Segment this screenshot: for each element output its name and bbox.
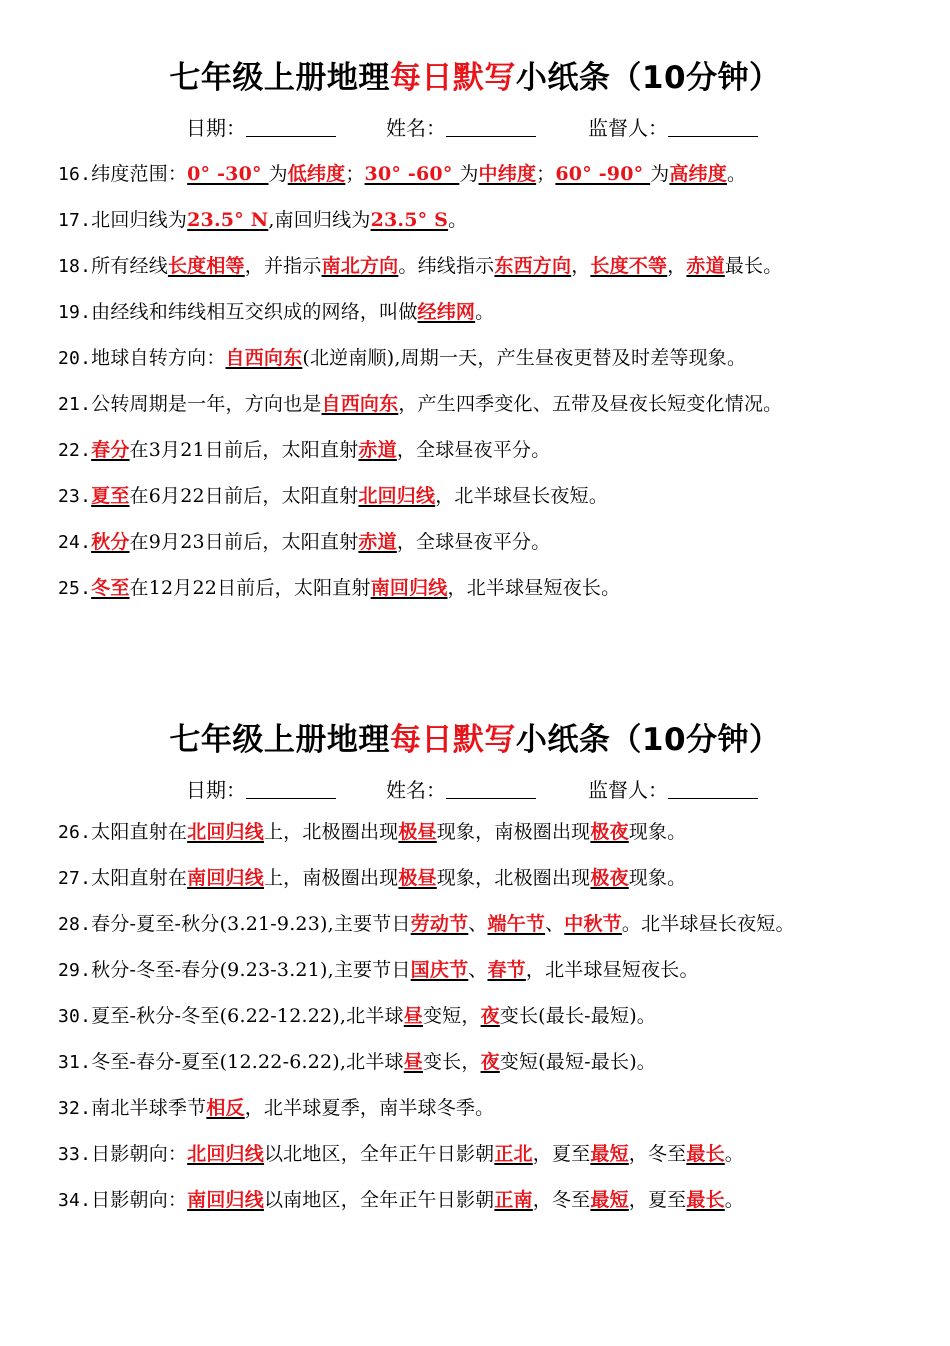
- item-text: ,南回归线为: [268, 209, 371, 231]
- answer-text: 春分: [91, 439, 130, 461]
- answer-text: 极昼: [398, 821, 437, 843]
- item-text: ，夏至: [532, 1143, 591, 1165]
- answer-text: 秋分: [91, 531, 130, 553]
- item-text: 。: [726, 163, 747, 185]
- name-blank[interactable]: [446, 116, 536, 137]
- list-item: [58, 160, 938, 206]
- item-text: 夏至-秋分-冬至(6.22-12.22),北半球: [91, 1005, 404, 1027]
- item-text: 所有经线: [91, 255, 168, 277]
- item-text: ，: [667, 255, 687, 277]
- name-label: 姓名：: [386, 116, 446, 140]
- list-item: [58, 528, 938, 574]
- item-text: ，产生四季变化、五带及昼夜长短变化情况。: [398, 393, 783, 415]
- answer-text: 30° -60°: [364, 163, 460, 185]
- item-text: 在9月23日前后，太阳直射: [129, 531, 359, 553]
- item-text: ，并指示: [244, 255, 322, 277]
- answer-text: 北回归线: [187, 1143, 264, 1165]
- answer-text: 极夜: [590, 821, 629, 843]
- answer-text: 高纬度: [669, 163, 727, 185]
- item-text: 以北地区，全年正午日影朝: [263, 1143, 495, 1165]
- item-text: ，全球昼夜平分。: [396, 531, 551, 553]
- item-number: 20.: [58, 348, 92, 369]
- supervisor-label: 监督人：: [588, 116, 668, 140]
- name-field[interactable]: [386, 774, 536, 803]
- item-text: 、: [468, 913, 488, 935]
- answer-text: 经纬网: [417, 301, 476, 323]
- item-text: 为: [650, 163, 670, 185]
- item-text: 。: [724, 1189, 744, 1211]
- answer-text: 赤道: [358, 439, 397, 461]
- date-field[interactable]: [186, 112, 336, 141]
- answer-text: 赤道: [358, 531, 397, 553]
- list-item: [58, 436, 938, 482]
- list-item: [58, 864, 938, 910]
- item-text: 冬至-春分-夏至(12.22-6.22),北半球: [91, 1051, 404, 1073]
- date-label: 日期：: [186, 116, 246, 140]
- item-text: (北逆南顺),周期一天，产生昼夜更替及时差等现象。: [302, 347, 747, 369]
- title-part-suffix: 小纸条（10分钟）: [515, 60, 781, 96]
- title-part-highlight: 每日默写: [389, 722, 516, 758]
- item-text: ，夏至: [628, 1189, 687, 1211]
- item-text: 现象，南极圈出现: [436, 821, 591, 843]
- answer-text: 0° -30°: [187, 163, 269, 185]
- item-text: ，冬至: [532, 1189, 591, 1211]
- list-item: [58, 482, 938, 528]
- item-text: ，: [571, 255, 591, 277]
- supervisor-field[interactable]: [588, 112, 758, 141]
- item-text: 公转周期是一年，方向也是: [91, 393, 322, 415]
- item-number: 17.: [58, 210, 92, 231]
- item-text: 南北半球季节: [91, 1097, 207, 1119]
- item-text: 变长(最长-最短)。: [499, 1005, 657, 1027]
- item-number: 26.: [58, 822, 92, 843]
- answer-text: 南回归线: [187, 867, 264, 889]
- item-number: 28.: [58, 914, 92, 935]
- item-number: 21.: [58, 394, 92, 415]
- item-text: ，北半球昼长夜短。: [435, 485, 609, 507]
- item-number: 22.: [58, 440, 92, 461]
- answer-text: 最短: [590, 1143, 629, 1165]
- title-part-highlight: 每日默写: [389, 60, 516, 96]
- answer-text: 长度相等: [167, 255, 245, 277]
- answer-text: 极夜: [590, 867, 629, 889]
- sheet-title: [0, 718, 950, 762]
- item-number: 29.: [58, 960, 92, 981]
- answer-text: 自西向东: [321, 393, 399, 415]
- answer-text: 北回归线: [187, 821, 264, 843]
- supervisor-field[interactable]: [588, 774, 758, 803]
- item-number: 24.: [58, 532, 92, 553]
- answer-text: 端午节: [487, 913, 546, 935]
- item-text: 由经线和纬线相互交织成的网络，叫做: [91, 301, 418, 323]
- item-number: 33.: [58, 1144, 92, 1165]
- supervisor-blank[interactable]: [668, 778, 758, 799]
- item-number: 32.: [58, 1098, 92, 1119]
- answer-text: 昼: [403, 1005, 423, 1027]
- list-item: [58, 1048, 938, 1094]
- answer-text: 春节: [487, 959, 526, 981]
- item-text: 现象，北极圈出现: [436, 867, 591, 889]
- answer-text: 劳动节: [410, 913, 469, 935]
- item-text: 日影朝向：: [91, 1143, 188, 1165]
- answer-text: 正南: [494, 1189, 533, 1211]
- item-text: 上，北极圈出现: [263, 821, 399, 843]
- item-text: 。北半球昼长夜短。: [621, 913, 795, 935]
- list-item: [58, 1002, 938, 1048]
- item-text: 为: [268, 163, 288, 185]
- item-number: 31.: [58, 1052, 92, 1073]
- answer-text: 最长: [686, 1143, 725, 1165]
- answer-text: 南北方向: [321, 255, 399, 277]
- answer-text: 冬至: [91, 577, 130, 599]
- answer-text: 赤道: [686, 255, 725, 277]
- title-part-subject: 七年级上册地理: [169, 722, 390, 758]
- item-text: ，北半球昼短夜长。: [525, 959, 699, 981]
- item-text: ，全球昼夜平分。: [396, 439, 551, 461]
- item-text: 、: [545, 913, 565, 935]
- answer-text: 极昼: [398, 867, 437, 889]
- answer-text: 夜: [480, 1005, 500, 1027]
- item-number: 27.: [58, 868, 92, 889]
- item-text: 为: [459, 163, 479, 185]
- answer-text: 自西向东: [225, 347, 303, 369]
- answer-text: 60° -90°: [555, 163, 651, 185]
- answer-text: 东西方向: [494, 255, 572, 277]
- answer-text: 南回归线: [187, 1189, 264, 1211]
- item-text: 太阳直射在: [91, 821, 188, 843]
- item-list: [58, 160, 938, 620]
- item-text: 纬度范围：: [91, 163, 188, 185]
- item-number: 25.: [58, 578, 92, 599]
- date-blank[interactable]: [246, 116, 336, 137]
- answer-text: 中秋节: [564, 913, 622, 935]
- name-label: 姓名：: [386, 778, 446, 802]
- list-item: [58, 344, 938, 390]
- list-item: [58, 206, 938, 252]
- answer-text: 23.5° S: [370, 209, 449, 231]
- item-text: 以南地区，全年正午日影朝: [263, 1189, 495, 1211]
- item-text: 春分-夏至-秋分(3.21-9.23),主要节日: [91, 913, 411, 935]
- answer-text: 夏至: [91, 485, 130, 507]
- item-text: 地球自转方向：: [91, 347, 226, 369]
- list-item: [58, 1186, 938, 1232]
- list-item: [58, 1094, 938, 1140]
- item-text: 现象。: [628, 867, 687, 889]
- item-text: 、: [468, 959, 488, 981]
- date-field[interactable]: [186, 774, 336, 803]
- list-item: [58, 910, 938, 956]
- item-text: 现象。: [628, 821, 687, 843]
- item-text: 变短，: [422, 1005, 481, 1027]
- list-item: [58, 956, 938, 1002]
- item-text: 。纬线指示: [398, 255, 495, 277]
- item-text: 最长。: [724, 255, 783, 277]
- item-number: 23.: [58, 486, 92, 507]
- answer-text: 最短: [590, 1189, 629, 1211]
- item-text: 。: [475, 301, 495, 323]
- supervisor-label: 监督人：: [588, 778, 668, 802]
- item-text: 在12月22日前后，太阳直射: [129, 577, 371, 599]
- item-text: 。: [724, 1143, 744, 1165]
- item-number: 34.: [58, 1190, 92, 1211]
- item-text: 变长，: [422, 1051, 481, 1073]
- answer-text: 北回归线: [358, 485, 436, 507]
- item-text: 在6月22日前后，太阳直射: [129, 485, 359, 507]
- list-item: [58, 252, 938, 298]
- answer-text: 长度不等: [590, 255, 668, 277]
- title-part-subject: 七年级上册地理: [169, 60, 390, 96]
- date-label: 日期：: [186, 778, 246, 802]
- name-field[interactable]: [386, 112, 536, 141]
- list-item: [58, 1140, 938, 1186]
- worksheet-2: [0, 718, 950, 1211]
- meta-row: [0, 774, 950, 808]
- item-text: ；: [536, 163, 556, 185]
- item-text: 。: [448, 209, 468, 231]
- sheet-title: [0, 56, 950, 100]
- item-text: 上，南极圈出现: [263, 867, 399, 889]
- item-number: 18.: [58, 256, 92, 277]
- list-item: [58, 574, 938, 620]
- answer-text: 低纬度: [287, 163, 346, 185]
- answer-text: 23.5° N: [187, 209, 269, 231]
- meta-row: [0, 112, 950, 146]
- item-text: ，北半球昼短夜长。: [447, 577, 621, 599]
- list-item: [58, 818, 938, 864]
- supervisor-blank[interactable]: [668, 116, 758, 137]
- item-number: 19.: [58, 302, 92, 323]
- answer-text: 国庆节: [410, 959, 469, 981]
- answer-text: 夜: [480, 1051, 500, 1073]
- item-text: ；: [345, 163, 365, 185]
- item-text: ，冬至: [628, 1143, 687, 1165]
- answer-text: 昼: [403, 1051, 423, 1073]
- item-text: 变短(最短-最长)。: [499, 1051, 657, 1073]
- item-text: 在3月21日前后，太阳直射: [129, 439, 359, 461]
- name-blank[interactable]: [446, 778, 536, 799]
- item-number: 30.: [58, 1006, 92, 1027]
- item-text: ，北半球夏季，南半球冬季。: [244, 1097, 495, 1119]
- date-blank[interactable]: [246, 778, 336, 799]
- answer-text: 南回归线: [370, 577, 448, 599]
- item-text: 北回归线为: [91, 209, 188, 231]
- item-text: 秋分-冬至-春分(9.23-3.21),主要节日: [91, 959, 411, 981]
- list-item: [58, 298, 938, 344]
- answer-text: 相反: [206, 1097, 245, 1119]
- answer-text: 最长: [686, 1189, 725, 1211]
- item-number: 16.: [58, 164, 92, 185]
- answer-text: 中纬度: [478, 163, 537, 185]
- worksheet-1: [0, 56, 950, 599]
- item-text: 太阳直射在: [91, 867, 188, 889]
- list-item: [58, 390, 938, 436]
- answer-text: 正北: [494, 1143, 533, 1165]
- title-part-suffix: 小纸条（10分钟）: [515, 722, 781, 758]
- item-text: 日影朝向：: [91, 1189, 188, 1211]
- item-list: [58, 818, 938, 1232]
